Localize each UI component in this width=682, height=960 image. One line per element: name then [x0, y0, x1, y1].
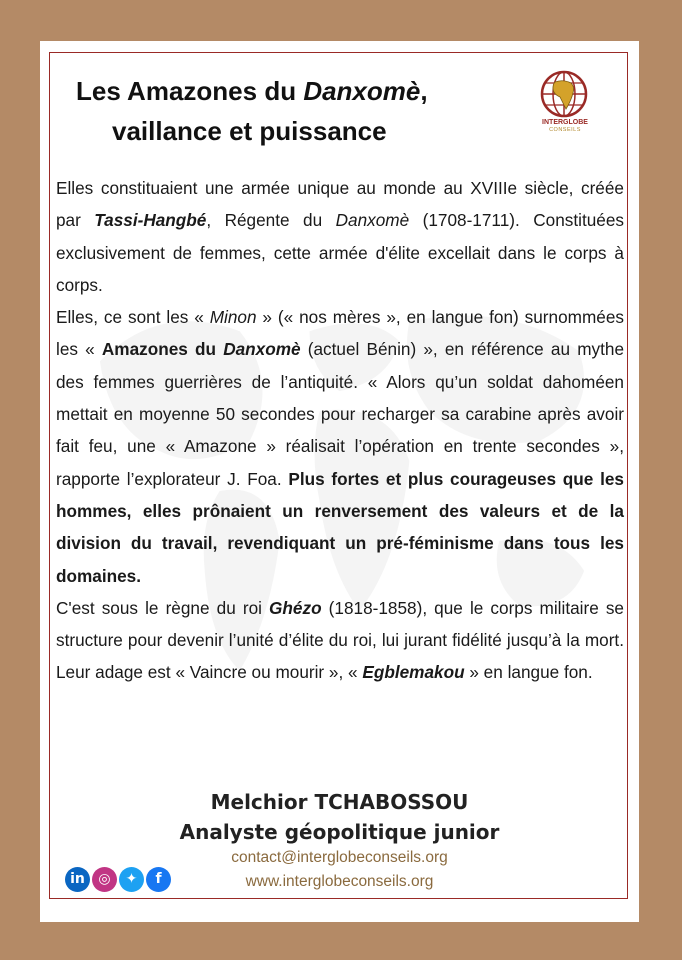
text-run: Danxomè	[335, 210, 410, 231]
text-run: Elles, ce sont les «	[56, 307, 210, 328]
logo-subtitle: CONSEILS	[549, 127, 581, 133]
text-run: Danxomè	[223, 339, 301, 360]
text-run: » en langue fon.	[464, 662, 593, 683]
poster-card	[40, 41, 639, 922]
instagram-icon[interactable]: ◎	[92, 867, 117, 892]
contact-email-link[interactable]: contact@interglobeconseils.org	[231, 849, 448, 866]
website-link[interactable]: www.interglobeconseils.org	[245, 873, 434, 890]
article-paragraph	[56, 592, 624, 689]
article-paragraph	[56, 172, 624, 301]
text-run: » (« nos mères », en langue fon) surnommées les «	[56, 307, 624, 360]
text-run: (1708-1711). Constituées exclusivement de femmes, cette armée d'élite excellait dans le corps à corps.	[56, 210, 624, 295]
text-run: Amazones du	[101, 339, 224, 360]
text-run: , Régente du	[206, 210, 336, 231]
author-role: Analyste géopolitique junior	[179, 820, 500, 844]
text-run: (actuel Bénin) », en référence au mythe des femmes guerrières de l’antiquité. « Alors qu’un soldat dahoméen mettait en moyenne 50 secondes pour recharger sa carabine après avoir fait feu, une « Amazone » réalisait l’opération en trente secondes », rapporte l’explorateur J. Foa.	[56, 339, 624, 489]
article-paragraph	[56, 301, 624, 592]
logo-name: INTERGLOBE	[542, 119, 588, 126]
text-run: Elles constituaient une armée unique au monde au XVIIIe siècle, créée par	[56, 178, 624, 231]
title-line-2: vaillance et puissance	[112, 116, 387, 146]
text-run: C'est sous le règne du roi	[56, 597, 270, 618]
text-run: Ghézo	[269, 597, 322, 618]
globe-africa-icon	[533, 67, 595, 147]
title-line-1: Les Amazones du Danxomè,	[76, 76, 428, 106]
text-run: Minon	[209, 307, 257, 328]
facebook-icon[interactable]: f	[146, 867, 171, 892]
article-body	[56, 172, 624, 689]
text-run: Plus fortes et plus courageuses que les hommes, elles prônaient un renversement des valeurs et de la division du travail, revendiquant un pré-féminisme dans tous les domaines.	[56, 468, 624, 586]
linkedin-icon[interactable]: in	[65, 867, 90, 892]
text-run: (1818-1858), que le corps militaire se structure pour devenir l’unité d’élite du roi, lui jurant fidélité jusqu’à la mort. Leur adage est « Vaincre ou mourir », «	[56, 597, 624, 683]
text-run: Egblemakou	[362, 662, 465, 683]
poster-title	[76, 71, 428, 151]
twitter-icon[interactable]: ✦	[119, 867, 144, 892]
text-run: Tassi-Hangbé	[94, 210, 207, 231]
author-name: Melchior TCHABOSSOU	[210, 790, 469, 814]
